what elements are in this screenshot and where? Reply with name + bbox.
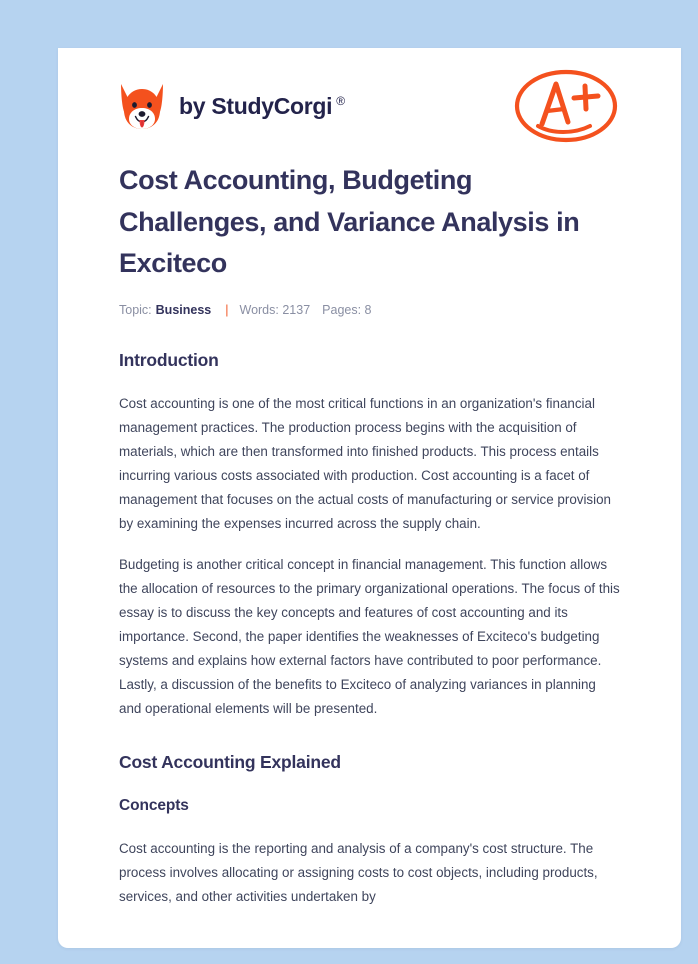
section-heading-introduction: Introduction <box>119 349 219 370</box>
meta-topic-label: Topic: <box>119 302 152 317</box>
document-page-sheet <box>58 48 681 948</box>
page-title: Cost Accounting, Budgeting Challenges, and Variance Analysis in Exciteco <box>119 165 580 278</box>
brand-header <box>119 48 620 158</box>
corgi-logo-icon <box>119 81 165 131</box>
paragraph: Cost accounting is one of the most critical functions in an organization's financial management practices. The production process begins with the acquisition of materials, which are then transformed into finished products. This process entails incurring various costs associated with production. Cost accounting is a facet of management that focuses on the actual costs of manufacturing or service provision by examining the expenses incurred across the supply chain. <box>119 395 611 531</box>
meta-pages: Pages: 8 <box>322 302 372 317</box>
registered-trademark-icon: ® <box>336 93 345 108</box>
meta-words: Words: 2137 <box>239 302 311 317</box>
document-meta <box>119 301 620 319</box>
meta-topic-value[interactable]: Business <box>155 302 212 317</box>
a-plus-badge-icon <box>512 64 620 148</box>
brand-name-text: by StudyCorgi <box>179 92 333 119</box>
meta-separator: | <box>225 302 229 317</box>
brand-name <box>179 93 345 120</box>
paragraph: Cost accounting is the reporting and analysis of a company's cost structure. The process involves allocating or assigning costs to cost objects, including products, services, and other activities undertaken by <box>119 840 598 904</box>
section-heading-concepts: Concepts <box>119 796 189 814</box>
paragraph: Budgeting is another critical concept in financial management. This function allows the allocation of resources to the primary organizational operations. The focus of this essay is to discuss the key concepts and features of cost accounting and its importance. Second, the paper identifies the weaknesses of Exciteco's budgeting systems and explains how external factors have contributed to poor performance. Lastly, a discussion of the benefits to Exciteco of analyzing variances in planning and operational elements will be presented. <box>119 556 620 716</box>
document-content <box>58 48 681 909</box>
section-heading-cost-accounting-explained: Cost Accounting Explained <box>119 751 341 772</box>
brand-logo-group[interactable] <box>119 81 345 131</box>
